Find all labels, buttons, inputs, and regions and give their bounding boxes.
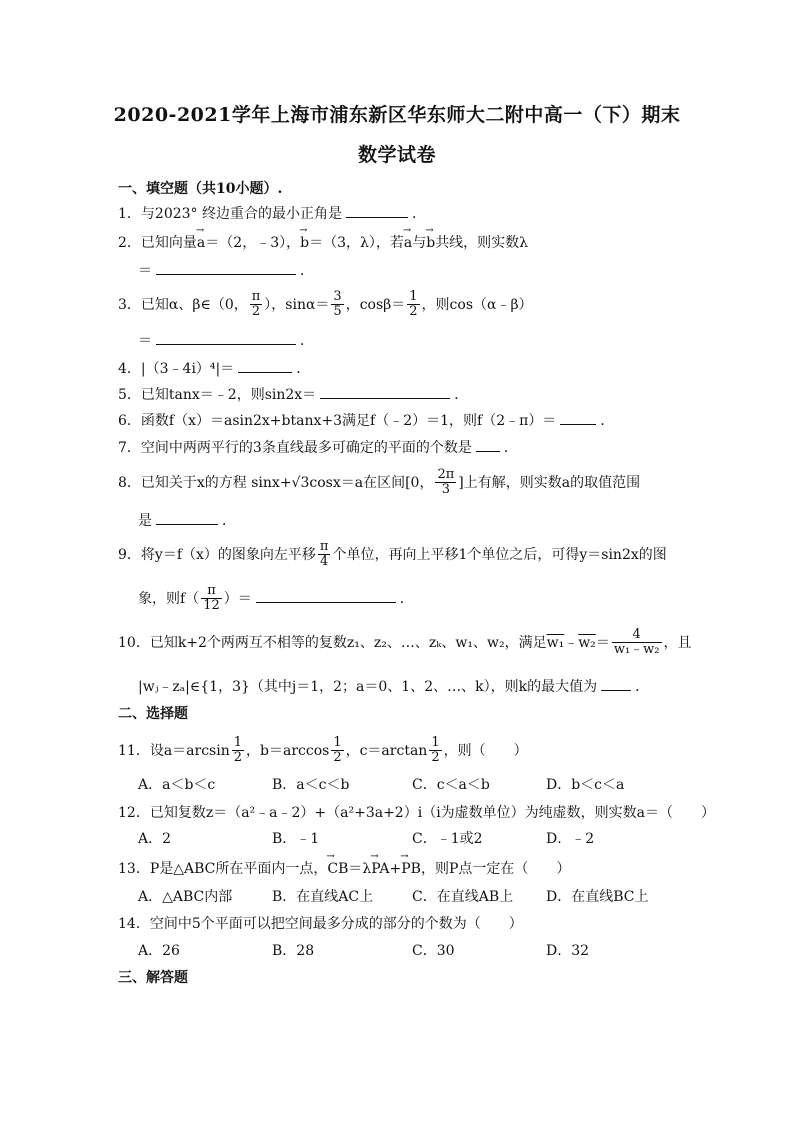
section-fill-blank-heading: 一、填空题（共10小题）. — [118, 181, 283, 197]
answer-blank — [156, 512, 218, 525]
question-12: 12．已知复数z＝（a²﹣a﹣2）+（a²+3a+2）i（i为虚数单位）为纯虚数，则实数a＝（ ） — [118, 805, 716, 821]
question-13: 13．P是△ABC所在平面内一点，→ CB＝λ→ PA+→ PB，则P点一定在（ ） — [118, 858, 570, 878]
vector-a: → a — [197, 235, 205, 251]
question-9-answer: 象，则f（ $\frac{\pi}{12}$ ）＝ ． — [138, 583, 414, 614]
q12-option-d: D．﹣2 — [546, 831, 595, 847]
question-3: 3．已知α、β∈（0， $\frac{\pi}{2}$ ），sinα＝ $\frac{3}{5}$ ，cosβ＝ $\frac{1}{2}$ ，则cos（α﹣β） — [118, 289, 533, 320]
answer-blank — [320, 386, 450, 399]
q11-option-a: A．a＜b＜c — [138, 777, 216, 793]
q14-option-a: A．26 — [138, 943, 180, 959]
q13-option-b: B．在直线AC上 — [272, 889, 374, 905]
exam-title-line1: 2020-2021学年上海市浦东新区华东师大二附中高一（下）期末 — [113, 104, 681, 126]
q12-option-c: C．﹣1或2 — [412, 831, 483, 847]
question-2-answer: ＝ ． — [138, 263, 314, 279]
q14-option-c: C．30 — [412, 943, 455, 959]
exam-title-line2: 数学试卷 — [357, 144, 436, 166]
question-1: 1．与2023° 终边重合的最小正角是 ． — [118, 206, 426, 222]
q14-option-d: D．32 — [546, 943, 590, 959]
vector-b: → b — [300, 235, 309, 251]
question-3-answer: ＝ ． — [138, 333, 314, 349]
answer-blank — [476, 439, 500, 452]
q11-option-b: B．a＜c＜b — [272, 777, 350, 793]
answer-blank — [156, 262, 296, 275]
answer-blank — [256, 590, 396, 603]
q12-option-a: A．2 — [138, 831, 172, 847]
answer-blank — [346, 205, 408, 218]
question-10: 10．已知k+2个两两互不相等的复数z₁、z₂、…、zₖ、w₁、w₂，满足w₁﹣w₂＝ $\frac{4}{\text{w₁﹣w₂}}$ ，且 — [118, 627, 692, 658]
question-8-answer: 是 ． — [138, 513, 236, 529]
question-4: 4．|（3﹣4i）⁴|＝ ． — [118, 361, 311, 377]
q13-option-d: D．在直线BC上 — [546, 889, 649, 905]
q13-option-c: C．在直线AB上 — [412, 889, 514, 905]
q11-option-c: C．c＜a＜b — [412, 777, 490, 793]
answer-blank — [238, 360, 292, 373]
section-answer-heading: 三、解答题 — [118, 970, 188, 986]
question-8: 8．已知关于x的方程 sinx+√3cosx＝a在区间[0， $\frac{2\pi}{3}$ ]上有解，则实数a的取值范围 — [118, 467, 641, 498]
q14-option-b: B．28 — [272, 943, 315, 959]
question-2: 2．已知向量→ a＝（2，﹣3），→ b＝（3，λ），若→ a与→ b共线，则实数λ — [118, 232, 528, 252]
answer-blank — [156, 332, 296, 345]
answer-blank — [601, 678, 631, 691]
question-14: 14．空间中5个平面可以把空间最多分成的部分的个数为（ ） — [118, 916, 523, 932]
q13-option-a: A．△ABC内部 — [138, 889, 233, 905]
question-10-condition: |wⱼ﹣zₐ|∈{1，3}（其中j＝1，2；a＝0、1、2、…、k），则k的最大值为 ． — [138, 679, 650, 695]
question-7: 7．空间中两两平行的3条直线最多可确定的平面的个数是 ． — [118, 440, 518, 456]
q12-option-b: B．﹣1 — [272, 831, 320, 847]
q11-option-d: D．b＜c＜a — [546, 777, 625, 793]
section-choice-heading: 二、选择题 — [118, 706, 188, 722]
question-9: 9．将y＝f（x）的图象向左平移 $\frac{\pi}{4}$ 个单位，再向上平移1个单位之后，可得y＝sin2x的图 — [118, 539, 667, 570]
answer-blank — [560, 412, 596, 425]
question-6: 6．函数f（x）＝asin2x+btanx+3满足f（﹣2）＝1，则f（2﹣π）＝ ． — [118, 413, 615, 429]
question-11: 11．设a＝arcsin $\frac{1}{2}$ ，b＝arccos $\frac{1}{2}$ ，c＝arctan $\frac{1}{2}$ ，则（ ） — [118, 735, 528, 766]
question-5: 5．已知tanx＝﹣2，则sin2x＝ ． — [118, 387, 469, 403]
